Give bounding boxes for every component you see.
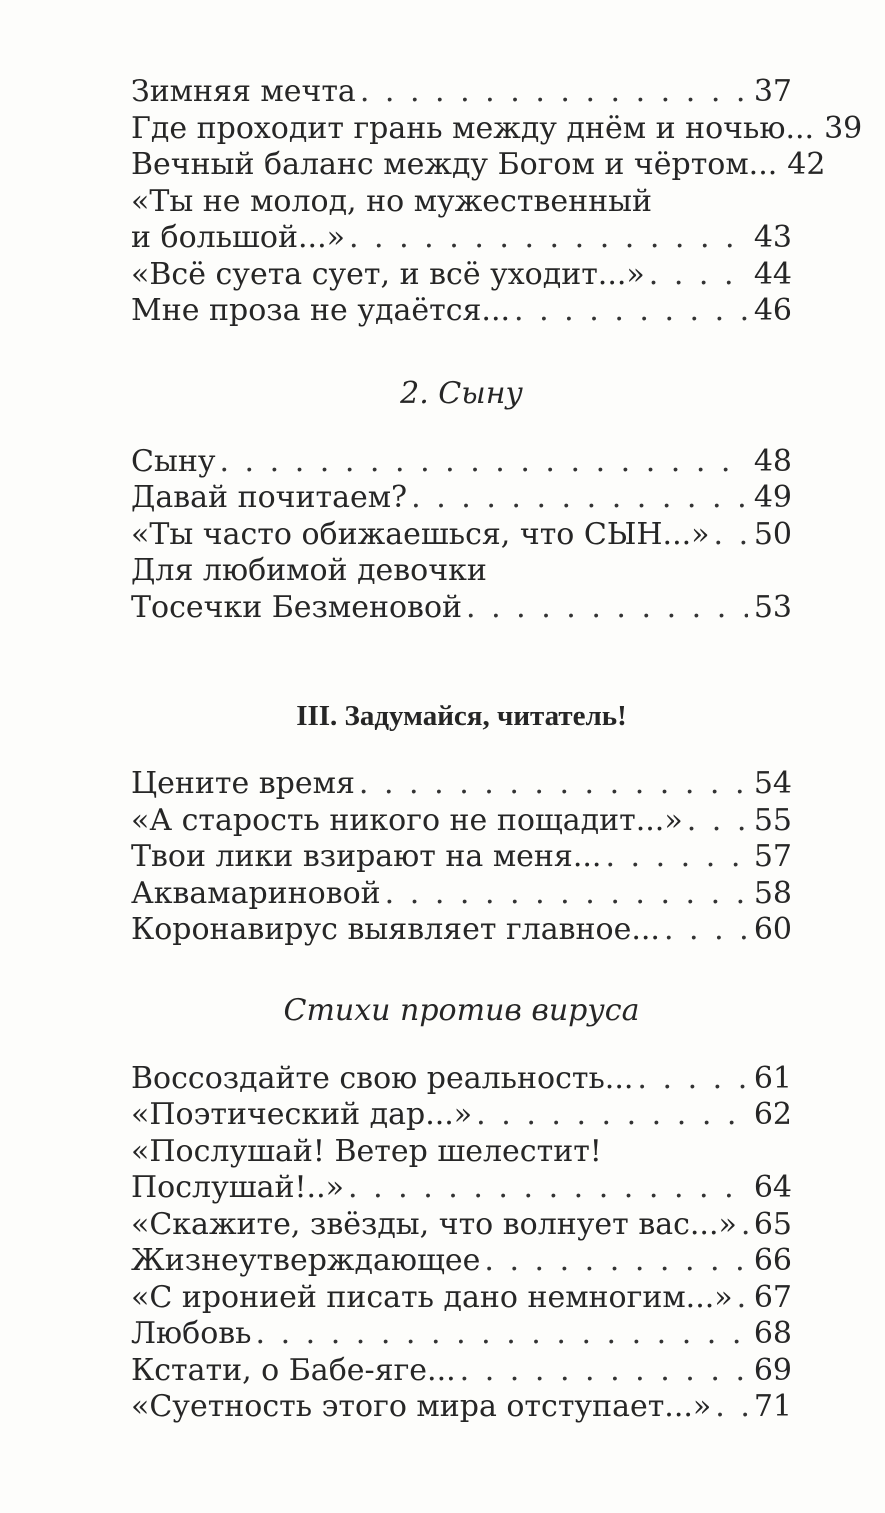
toc-entry xyxy=(131,110,863,148)
dot-leader xyxy=(514,293,748,330)
toc-entry-page: 42 xyxy=(787,147,826,182)
toc-entry xyxy=(131,444,792,481)
toc-entry xyxy=(131,74,792,111)
dot-leader xyxy=(349,220,748,257)
toc-entry-title: «С иронией писать дано немногим...» xyxy=(131,1279,733,1315)
toc-entry xyxy=(131,147,826,184)
toc-entry-title: Цените время xyxy=(131,766,355,801)
dot-leader xyxy=(411,480,748,517)
toc-entry-row xyxy=(131,257,792,294)
toc-entry-title: Жизнеутверждающее xyxy=(131,1243,481,1278)
toc-entry-page: 55 xyxy=(753,802,792,838)
toc-entry xyxy=(131,1353,792,1390)
table-of-contents xyxy=(131,74,863,1426)
toc-entry-title: «Поэтический дар...» xyxy=(131,1097,473,1132)
toc-entry-row xyxy=(131,1243,792,1280)
toc-entry xyxy=(131,1280,792,1317)
toc-entry xyxy=(131,1389,792,1426)
toc-entry-title-line: «Послушай! Ветер шелестит! xyxy=(131,1133,602,1169)
toc-entry-row xyxy=(131,1207,792,1244)
toc-entry-title-line: «Ты не молод, но мужественный xyxy=(131,183,652,219)
toc-block-1 xyxy=(131,74,863,330)
toc-entry-row xyxy=(131,480,792,517)
toc-entry-page: 67 xyxy=(753,1279,792,1315)
toc-entry-page: 43 xyxy=(753,220,792,255)
toc-entry-page: 61 xyxy=(753,1060,792,1096)
toc-entry-row xyxy=(131,912,792,949)
toc-entry-page: 48 xyxy=(753,443,792,479)
toc-entry xyxy=(131,1243,792,1280)
dot-leader xyxy=(649,257,748,294)
toc-entry-title: Давай почитаем? xyxy=(131,480,408,515)
dot-leader xyxy=(484,1243,747,1280)
toc-entry-row xyxy=(131,1097,792,1134)
toc-entry-title: Сыну xyxy=(131,443,216,479)
toc-entry-page: 57 xyxy=(753,839,792,874)
toc-entry xyxy=(131,553,792,626)
section-heading-son: 2. Сыну xyxy=(400,375,523,411)
toc-entry-row xyxy=(131,220,792,257)
toc-entry-page: 62 xyxy=(753,1097,792,1132)
toc-entry-row xyxy=(131,1280,792,1317)
toc-entry-row xyxy=(131,1170,792,1207)
toc-block-4 xyxy=(131,1061,792,1426)
toc-entry-title-line: Для любимой девочки xyxy=(131,553,487,588)
toc-entry-title: Кстати, о Бабе-яге... xyxy=(131,1352,456,1388)
toc-entry-title: «Всё суета сует, и всё уходит...» xyxy=(131,256,645,292)
toc-entry-page: 60 xyxy=(753,912,792,947)
toc-entry xyxy=(131,766,792,803)
toc-entry-row xyxy=(131,1061,792,1098)
toc-entry xyxy=(131,1207,792,1244)
toc-entry xyxy=(131,803,792,840)
toc-entry-row xyxy=(131,1316,792,1353)
dot-leader xyxy=(476,1097,748,1134)
toc-entry xyxy=(131,1316,792,1353)
toc-entry-title: «А старость никого не пощадит...» xyxy=(131,802,683,838)
toc-entry-page: 44 xyxy=(753,256,792,292)
toc-entry-row xyxy=(131,1389,792,1426)
toc-entry-row xyxy=(131,1353,792,1390)
toc-entry-page: 66 xyxy=(753,1243,792,1278)
toc-entry-row xyxy=(131,517,792,554)
part-heading-reader: III. Задумайся, читатель! xyxy=(296,700,627,732)
toc-entry-title: Твои лики взирают на меня... xyxy=(131,839,602,874)
toc-entry xyxy=(131,293,792,330)
toc-entry-title: Вечный баланс между Богом и чёртом... xyxy=(131,147,778,182)
toc-entry-title: Любовь xyxy=(131,1316,252,1351)
toc-entry-page: 50 xyxy=(753,516,792,552)
toc-entry-row xyxy=(131,839,792,876)
toc-entry xyxy=(131,1061,792,1098)
toc-entry-row xyxy=(131,147,826,184)
dot-leader xyxy=(460,1353,748,1390)
toc-entry-page: 68 xyxy=(753,1316,792,1351)
toc-entry-page: 58 xyxy=(753,875,792,911)
toc-entry-row xyxy=(131,110,863,148)
toc-entry xyxy=(131,184,792,257)
toc-entry-row xyxy=(131,766,792,803)
toc-entry-row xyxy=(131,74,792,111)
toc-entry-page: 39 xyxy=(824,110,863,146)
toc-entry-page: 71 xyxy=(753,1389,792,1424)
dot-leader xyxy=(466,590,748,627)
dot-leader xyxy=(385,876,748,913)
dot-leader xyxy=(359,766,748,803)
dot-leader xyxy=(360,74,748,111)
toc-entry-page: 46 xyxy=(753,293,792,328)
toc-entry-row xyxy=(131,803,792,840)
toc-entry-page: 65 xyxy=(753,1206,792,1242)
toc-entry-row xyxy=(131,444,792,481)
toc-entry-title: «Суетность этого мира отступает...» xyxy=(131,1389,712,1424)
toc-entry xyxy=(131,912,792,949)
toc-entry-title: Мне проза не удаётся... xyxy=(131,293,511,328)
toc-entry xyxy=(131,839,792,876)
toc-entry-row xyxy=(131,876,792,913)
toc-entry-page: 69 xyxy=(753,1352,792,1388)
toc-entry-title: Тосечки Безменовой xyxy=(131,589,462,625)
dot-leader xyxy=(256,1316,748,1353)
dot-leader xyxy=(714,517,748,554)
dot-leader xyxy=(737,1280,748,1317)
toc-block-2 xyxy=(131,444,792,627)
toc-entry xyxy=(131,876,792,913)
toc-entry xyxy=(131,480,792,517)
dot-leader xyxy=(219,444,747,481)
toc-entry-title: «Скажите, звёзды, что волнует вас...» xyxy=(131,1206,737,1242)
dot-leader xyxy=(715,1389,748,1426)
dot-leader xyxy=(637,1061,747,1098)
toc-entry-row xyxy=(131,590,792,627)
toc-entry-title: «Ты часто обижаешься, что СЫН...» xyxy=(131,516,710,552)
toc-entry xyxy=(131,1134,792,1207)
toc-entry-page: 37 xyxy=(753,74,792,109)
toc-entry-page: 54 xyxy=(753,766,792,801)
toc-entry-row xyxy=(131,293,792,330)
section-heading-virus: Стихи против вируса xyxy=(283,992,640,1028)
toc-entry-title: Коронавирус выявляет главное... xyxy=(131,912,660,947)
toc-entry-title: Воссоздайте свою реальность... xyxy=(131,1060,634,1096)
toc-entry xyxy=(131,257,792,294)
toc-entry-title: Аквамариновой xyxy=(131,875,381,911)
dot-leader xyxy=(664,912,748,949)
dot-leader xyxy=(605,839,747,876)
toc-entry xyxy=(131,1097,792,1134)
toc-entry-title: Послушай!..» xyxy=(131,1170,344,1205)
dot-leader xyxy=(348,1170,748,1207)
dot-leader xyxy=(687,803,748,840)
toc-entry-page: 49 xyxy=(753,480,792,515)
toc-entry-title: и большой...» xyxy=(131,220,345,255)
toc-entry-page: 64 xyxy=(753,1170,792,1205)
toc-entry-title: Где проходит грань между днём и ночью... xyxy=(131,110,815,146)
dot-leader xyxy=(741,1207,748,1244)
toc-entry-title: Зимняя мечта xyxy=(131,74,356,109)
toc-entry-page: 53 xyxy=(753,589,792,625)
toc-entry xyxy=(131,517,792,554)
toc-block-3 xyxy=(131,766,792,949)
